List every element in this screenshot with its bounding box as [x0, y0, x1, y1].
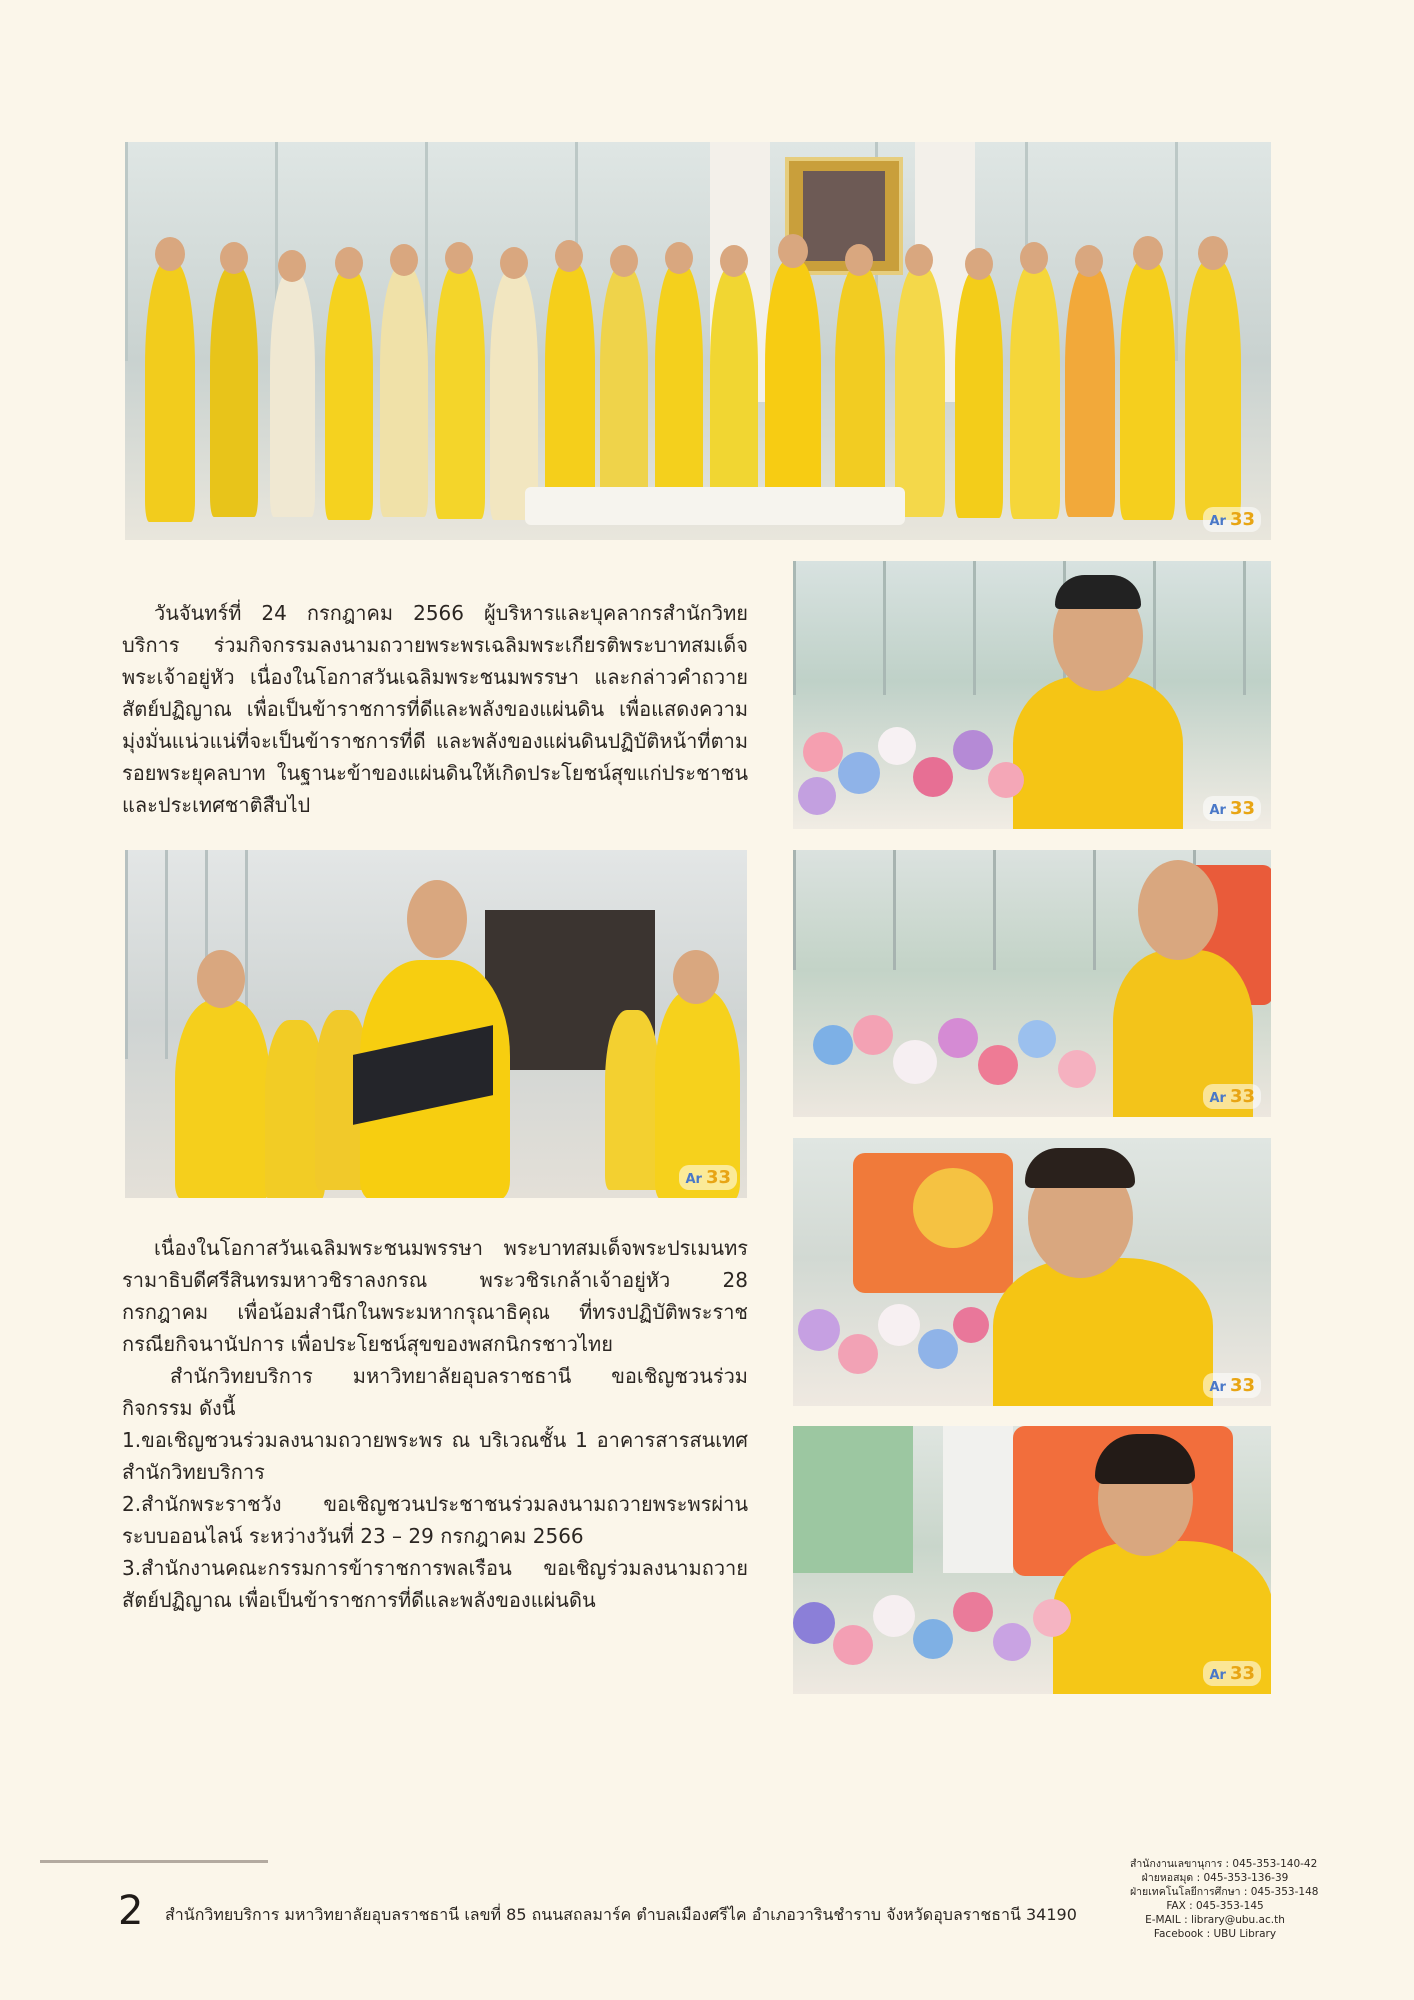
photo-signing-woman — [793, 1138, 1271, 1406]
contact-line: ฝ่ายเทคโนโลยีการศึกษา : 045-353-148 — [1130, 1886, 1319, 1898]
article-paragraph-2 — [122, 1232, 748, 1616]
contact-line: ฝ่ายหอสมุด : 045-353-136-39 — [1141, 1872, 1289, 1884]
photo-signing-man — [793, 561, 1271, 829]
photo-watermark: Ar 33 — [1203, 1661, 1261, 1686]
article-paragraph-1 — [122, 597, 748, 821]
page-number: 2 — [118, 1888, 144, 1934]
contact-line: FAX : 045-353-145 — [1166, 1900, 1264, 1912]
footer-address: สำนักวิทยบริการ มหาวิทยาลัยอุบลราชธานี เลขที่ 85 ถนนสถลมาร์ค ตำบลเมืองศรีไค อำเภอวารินชำราบ จังหวัดอุบลราชธานี 34190 — [165, 1905, 1077, 1924]
photo-oath-reading — [125, 850, 747, 1198]
paragraph-text: วันจันทร์ที่ 24 กรกฎาคม 2566 ผู้บริหารและบุคลากรสำนักวิทยบริการ ร่วมกิจกรรมลงนามถวายพระพรเฉลิมพระเกียรติพระบาทสมเด็จพระเจ้าอยู่หัว เนื่องในโอกาสวันเฉลิมพระชนมพรรษา และกล่าวคำถวายสัตย์ปฏิญาณ เพื่อเป็นข้าราชการที่ดีและพลังของแผ่นดิน เพื่อแสดงความมุ่งมั่นแน่วแน่ที่จะเป็นข้าราชการที่ดี และพลังของแผ่นดินปฏิบัติหน้าที่ตามรอยพระยุคลบาท ในฐานะข้าของแผ่นดินให้เกิดประโยชน์สุขแก่ประชาชนและประเทศชาติสืบไป — [122, 601, 748, 817]
photo-signing-woman-2 — [793, 1426, 1271, 1694]
photo-watermark: Ar 33 — [679, 1165, 737, 1190]
photo-watermark: Ar 33 — [1203, 1373, 1261, 1398]
contact-facebook: Facebook : UBU Library — [1153, 1928, 1277, 1940]
photo-signing-man-2 — [793, 850, 1271, 1117]
paragraph-text: สำนักวิทยบริการ มหาวิทยาลัยอุบลราชธานี ขอเชิญชวนร่วมกิจกรรม ดังนี้ — [122, 1364, 748, 1420]
group-photo — [125, 142, 1271, 540]
list-item: 3.สำนักงานคณะกรรมการข้าราชการพลเรือน ขอเชิญร่วมลงนามถวายสัตย์ปฏิญาณ เพื่อเป็นข้าราชการที่ดีและพลังของแผ่นดิน — [122, 1556, 748, 1612]
list-item: 2.สำนักพระราชวัง ขอเชิญชวนประชาชนร่วมลงนามถวายพระพรผ่านระบบออนไลน์ ระหว่างวันที่ 23 – 29 กรกฎาคม 2566 — [122, 1492, 748, 1548]
list-item: 1.ขอเชิญชวนร่วมลงนามถวายพระพร ณ บริเวณชั้น 1 อาคารสารสนเทศ สำนักวิทยบริการ — [122, 1428, 748, 1484]
paragraph-text: เนื่องในโอกาสวันเฉลิมพระชนมพรรษา พระบาทสมเด็จพระปรเมนทรรามาธิบดีศรีสินทรมหาวชิราลงกรณ พระวชิรเกล้าเจ้าอยู่หัว 28 กรกฎาคม เพื่อน้อมสำนึกในพระมหากรุณาธิคุณ ที่ทรงปฏิบัติพระราชกรณียกิจนานัปการ เพื่อประโยชน์สุขของพสกนิกรชาวไทย — [122, 1236, 748, 1356]
photo-watermark: Ar 33 — [1203, 1084, 1261, 1109]
photo-watermark: Ar 33 — [1203, 507, 1261, 532]
photo-watermark: Ar 33 — [1203, 796, 1261, 821]
footer-divider — [40, 1860, 268, 1863]
contact-email: E-MAIL : library@ubu.ac.th — [1145, 1914, 1285, 1926]
contact-line: สำนักงานเลขานุการ : 045-353-140-42 — [1130, 1858, 1318, 1870]
footer-contacts — [1130, 1857, 1319, 1941]
